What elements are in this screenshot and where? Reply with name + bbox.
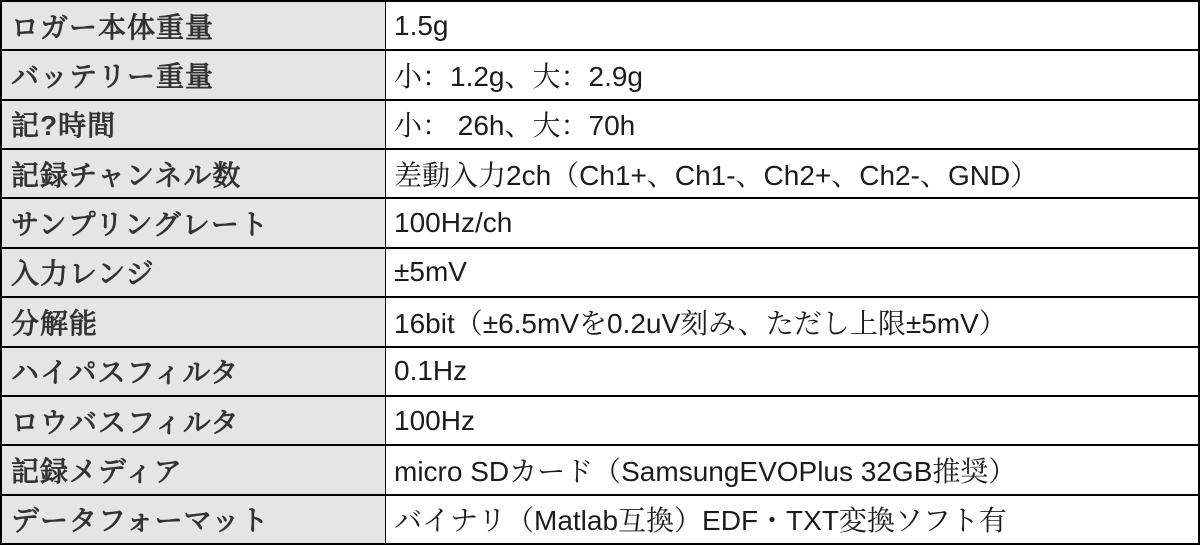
spec-value-cell: ±5mV xyxy=(386,248,1200,297)
spec-label-cell: バッテリー重量 xyxy=(1,50,386,99)
spec-value-cell: micro SDカード（SamsungEVOPlus 32GB推奨） xyxy=(386,445,1200,494)
spec-value-cell: 小：1.2g、大：2.9g xyxy=(386,50,1200,99)
table-row xyxy=(1,149,1199,198)
spec-value-cell: 差動入力2ch（Ch1+、Ch1-、Ch2+、Ch2-、GND） xyxy=(386,149,1200,198)
table-row xyxy=(1,297,1199,346)
spec-label-cell: サンプリングレート xyxy=(1,198,386,247)
spec-value-cell: 100Hz xyxy=(386,396,1200,445)
spec-label-cell: 記録メディア xyxy=(1,445,386,494)
spec-value-cell: 1.5g xyxy=(386,1,1200,50)
spec-label-cell: 記?時間 xyxy=(1,100,386,149)
spec-value-cell: 100Hz/ch xyxy=(386,198,1200,247)
spec-value-cell: バイナリ（Matlab互換）EDF・TXT変換ソフト有 xyxy=(386,495,1200,544)
table-row xyxy=(1,347,1199,396)
spec-value-cell: 16bit（±6.5mVを0.2uV刻み、ただし上限±5mV） xyxy=(386,297,1200,346)
spec-label-cell: ロウバスフィルタ xyxy=(1,396,386,445)
table-row xyxy=(1,198,1199,247)
spec-label-cell: 分解能 xyxy=(1,297,386,346)
spec-table-body xyxy=(1,1,1199,544)
spec-label-cell: データフォーマット xyxy=(1,495,386,544)
spec-label-cell: ロガー本体重量 xyxy=(1,1,386,50)
table-row xyxy=(1,248,1199,297)
spec-label-cell: 記録チャンネル数 xyxy=(1,149,386,198)
spec-value-cell: 0.1Hz xyxy=(386,347,1200,396)
table-row xyxy=(1,100,1199,149)
spec-value-cell: 小： 26h、大：70h xyxy=(386,100,1200,149)
spec-label-cell: 入力レンジ xyxy=(1,248,386,297)
table-row xyxy=(1,1,1199,50)
table-row xyxy=(1,495,1199,544)
table-row xyxy=(1,50,1199,99)
table-row xyxy=(1,445,1199,494)
spec-label-cell: ハイパスフィルタ xyxy=(1,347,386,396)
table-row xyxy=(1,396,1199,445)
